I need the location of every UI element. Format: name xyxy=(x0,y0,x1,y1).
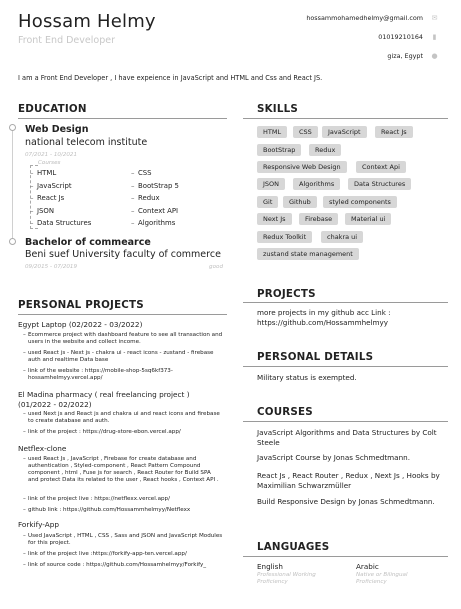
skill-tag: BootStrap xyxy=(257,144,301,156)
personal-details-text: Military status is exempted. xyxy=(257,373,357,382)
contact-phone[interactable] xyxy=(378,33,439,41)
course-item: – Data Structures xyxy=(30,219,92,227)
project-title: El Madina pharmacy ( real freelancing project ) xyxy=(18,390,190,399)
project-title: Netflex-clone xyxy=(18,444,67,453)
course-item: – CSS xyxy=(131,169,152,177)
courses-divider xyxy=(243,421,448,422)
project-bullet: – used Next js and React js and chakra ui and react icons and firebase to create database and auth. xyxy=(23,411,220,424)
course-entry: Build Responsive Design by Jonas Schmedtmann. xyxy=(257,497,435,506)
education-dates: 09/2015 - 07/2019 xyxy=(25,264,78,270)
contact-location xyxy=(387,52,439,60)
skill-tag: Git xyxy=(257,196,278,208)
project-bullet: – used React Js , JavaScript , Firebase for create database and authentication , Styled-component , React Pattern Compound component , html , Fuse js for search , React Router for Build SPA and protect Data its related to the user , React hooks , Context API . xyxy=(23,456,219,483)
skill-tag: JavaScript xyxy=(322,126,367,138)
education-title: Bachelor of commearce xyxy=(25,237,151,248)
skill-tag: Responsive Web Design xyxy=(257,161,347,173)
skill-tag: Github xyxy=(283,196,317,208)
language-level: Professional Working Proficiency xyxy=(257,572,316,585)
skill-tag: Firebase xyxy=(299,213,338,225)
skills-heading: SKILLS xyxy=(257,103,298,115)
course-item: – React Js xyxy=(30,194,65,202)
education-divider xyxy=(18,118,227,119)
github-projects-divider xyxy=(243,302,448,303)
languages-divider xyxy=(243,556,448,557)
education-heading: EDUCATION xyxy=(18,103,87,115)
projects-divider xyxy=(18,314,227,315)
location-pin-icon: ● xyxy=(431,51,438,60)
candidate-role: Front End Developer xyxy=(18,35,115,46)
course-item: – JSON xyxy=(30,207,54,215)
skill-tag: zustand state management xyxy=(257,248,359,260)
skill-tag: Algorithms xyxy=(293,178,340,190)
skill-tag: HTML xyxy=(257,126,287,138)
education-grade: good xyxy=(209,264,223,270)
project-title: Egypt Laptop (02/2022 - 03/2022) xyxy=(18,320,143,329)
skills-divider xyxy=(243,118,448,119)
envelope-icon: ✉ xyxy=(431,13,438,22)
courses-label: Courses xyxy=(38,160,61,166)
education-institution: national telecom institute xyxy=(25,137,148,148)
course-item: – JavaScript xyxy=(30,182,72,190)
contact-email[interactable] xyxy=(306,14,439,22)
course-item: – Context API xyxy=(131,207,179,215)
skill-tag: Material ui xyxy=(345,213,391,225)
course-item: – Algorithms xyxy=(131,219,176,227)
project-title: Forkify-App xyxy=(18,520,60,529)
project-bullet: – Ecommerce project with dashboard feature to see all transaction and users in the website and collect income. xyxy=(23,332,223,345)
projects-heading: PERSONAL PROJECTS xyxy=(18,299,144,311)
education-dates: 07/2021 - 10/2021 xyxy=(25,152,78,158)
language-name: English xyxy=(257,562,283,571)
email-text: hossammohamedhelmy@gmail.com xyxy=(306,14,423,22)
project-bullet[interactable]: – link of the project live : https://netflexx.vercel.app/ xyxy=(23,496,170,502)
language-level: Native or Bilingual Proficiency xyxy=(356,572,408,585)
project-bullet[interactable]: – link of the project : https://drug-store-ebon.vercel.app/ xyxy=(23,429,181,435)
course-entry: JavaScript Course by Jonas Schmedtmann. xyxy=(257,453,410,462)
skill-tag: Data Structures xyxy=(348,178,411,190)
education-institution: Beni suef University faculty of commerce xyxy=(25,249,221,260)
skill-tag: Context Api xyxy=(356,161,406,173)
education-timeline xyxy=(12,130,13,242)
skill-tag: Next Js xyxy=(257,213,292,225)
personal-details-divider xyxy=(243,366,448,367)
skill-tag: React Js xyxy=(375,126,413,138)
project-bullet: – Used JavaScript , HTML , CSS , Sass and JSON and JavaScript Modules for this project. xyxy=(23,533,223,546)
language-name: Arabic xyxy=(356,562,379,571)
skill-tag: Redux xyxy=(309,144,341,156)
skill-tag: Redux Toolkit xyxy=(257,231,312,243)
personal-details-heading: PERSONAL DETAILS xyxy=(257,351,374,363)
github-projects-heading: PROJECTS xyxy=(257,288,316,300)
summary-text: I am a Front End Developer , I have expeience in JavaScript and HTML and Css and React JS. xyxy=(18,74,323,82)
timeline-dot xyxy=(9,238,16,245)
skill-tag: styled components xyxy=(323,196,397,208)
skill-tag: chakra ui xyxy=(321,231,363,243)
candidate-name: Hossam Helmy xyxy=(18,11,156,32)
project-bullet[interactable]: – link of the project live :https://forkify-app-ten.vercel.app/ xyxy=(23,551,187,557)
course-item: – BootStrap 5 xyxy=(131,182,179,190)
education-title: Web Design xyxy=(25,124,89,135)
phone-icon: ▮ xyxy=(432,32,437,41)
location-text: giza, Egypt xyxy=(387,52,423,60)
skill-tag: CSS xyxy=(293,126,318,138)
phone-text: 01019210164 xyxy=(378,33,423,41)
project-bullet[interactable]: – link of source code : https://github.com/Hossamhelmyy/Forkify_ xyxy=(23,562,207,568)
project-bullet: – used React js - Next js - chakra ui - react icons - zustand - firebase auth and realtime Data base xyxy=(23,350,214,363)
github-projects-link[interactable]: more projects in my github acc Link : https://github.com/Hossammhelmyy xyxy=(257,308,391,327)
courses-heading: COURSES xyxy=(257,406,313,418)
languages-heading: LANGUAGES xyxy=(257,541,330,553)
course-entry: JavaScript Algorithms and Data Structures by Colt Steele xyxy=(257,428,437,447)
project-bullet[interactable]: – github link : https://github.com/Hossammhelmyy/Netflexx xyxy=(23,507,191,513)
course-entry: React Js , React Router , Redux , Next Js , Hooks by Maximilian Schwarzmüller xyxy=(257,471,440,490)
timeline-dot xyxy=(9,124,16,131)
course-item: – Redux xyxy=(131,194,160,202)
skill-tag: JSON xyxy=(257,178,285,190)
project-title-dates: (01/2022 - 02/2022) xyxy=(18,400,92,409)
project-bullet[interactable]: – link of the website : https://mobile-shop-5sq6kf373-hossamhelmyy.vercel.app/ xyxy=(23,368,173,381)
course-item: – HTML xyxy=(30,169,57,177)
